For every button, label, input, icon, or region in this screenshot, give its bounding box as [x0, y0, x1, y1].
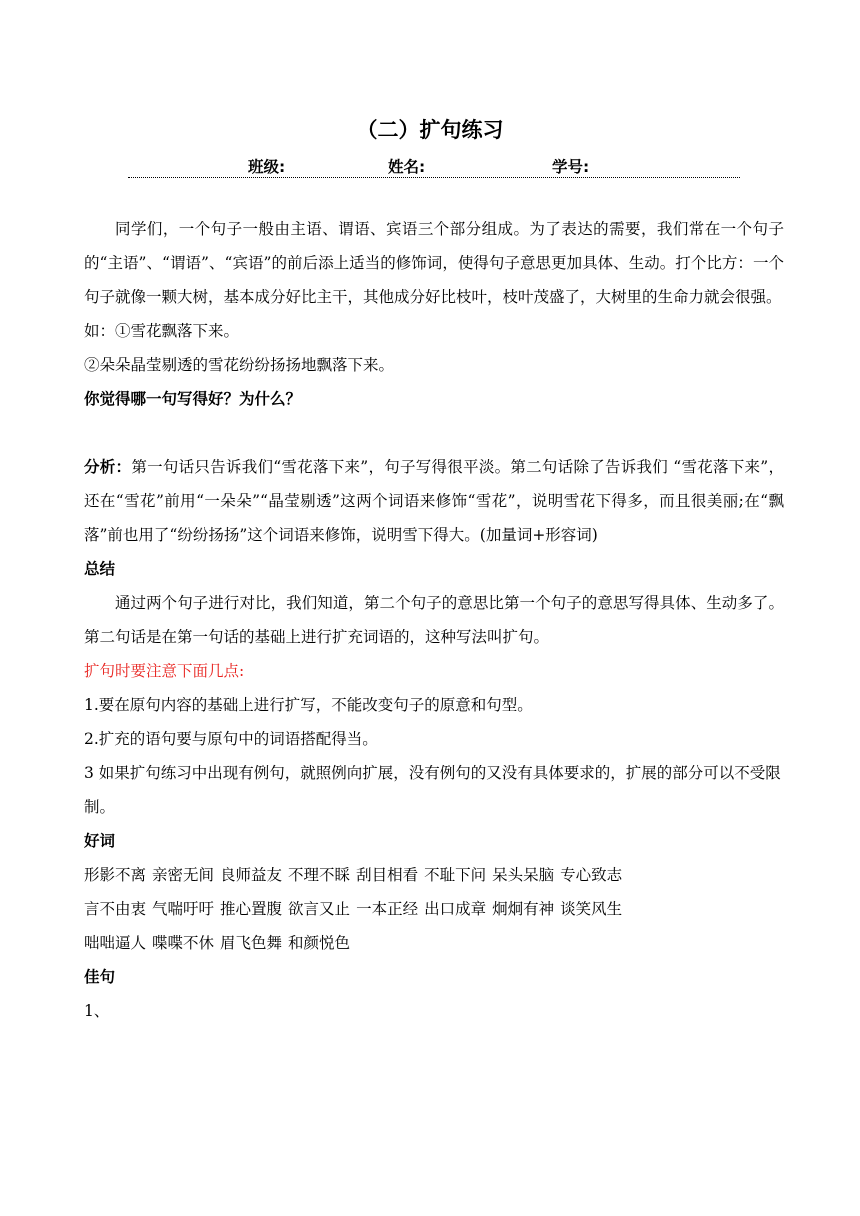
question-text: 你觉得哪一句写得好？为什么？	[84, 390, 302, 408]
example-sentence-2: ②朵朵晶莹剔透的雪花纷纷扬扬地飘落下来。	[84, 356, 395, 374]
good-sentences-heading: 佳句	[84, 968, 116, 986]
idiom: 炯炯有神	[492, 900, 555, 918]
idiom: 气喘吁吁	[152, 900, 215, 918]
idiom: 良师益友	[220, 866, 283, 884]
page-title: （二）扩句练习	[356, 118, 504, 142]
idiom: 和颜悦色	[288, 934, 351, 952]
note-item: 3 如果扩句练习中出现有例句，就照例向扩展，没有例句的又没有具体要求的，扩展的部分可以不受限制。	[84, 764, 781, 816]
idiom: 不耻下问	[424, 866, 487, 884]
idiom: 推心置腹	[220, 900, 283, 918]
good-words-line	[84, 926, 784, 960]
idiom: 咄咄逼人	[84, 934, 147, 952]
idiom: 言不由衷	[84, 900, 147, 918]
good-words-line	[84, 892, 784, 926]
name-label: 姓名:	[388, 158, 426, 176]
idiom: 刮目相看	[356, 866, 419, 884]
idiom: 出口成章	[424, 900, 487, 918]
note-item: 2.扩充的语句要与原句中的词语搭配得当。	[84, 730, 378, 748]
good-words-heading: 好词	[84, 832, 116, 850]
analysis-text: 第一句话只告诉我们“雪花落下来”，句子写得很平淡。第二句话除了告诉我们 “雪花落下来”，还在“雪花”前用“一朵朵”“晶莹剔透”这两个词语来修饰“雪花”，说明雪花下得多，而且很美丽;在“飘落”前也用了“纷纷扬扬”这个词语来修饰，说明雪下得大。(加量词+形容词)	[84, 458, 784, 544]
class-label: 班级:	[248, 158, 286, 176]
analysis-label: 分析：	[84, 458, 132, 476]
idiom: 喋喋不休	[152, 934, 215, 952]
idiom: 眉飞色舞	[220, 934, 283, 952]
idiom: 专心致志	[560, 866, 623, 884]
student-id-label: 学号:	[552, 158, 590, 176]
idiom: 谈笑风生	[560, 900, 623, 918]
intro-paragraph: 同学们，一个句子一般由主语、谓语、宾语三个部分组成。为了表达的需要，我们常在一个句子的“主语”、“谓语”、“宾语”的前后添上适当的修饰词，使得句子意思更加具体、生动。打个比方：一个句子就像一颗大树，基本成分好比主干，其他成分好比枝叶，枝叶茂盛了，大树里的生命力就会很强。	[84, 220, 784, 306]
idiom: 呆头呆脑	[492, 866, 555, 884]
idiom: 亲密无间	[152, 866, 215, 884]
idiom: 欲言又止	[288, 900, 351, 918]
analysis-paragraph	[84, 450, 784, 552]
summary-paragraph: 通过两个句子进行对比，我们知道，第二个句子的意思比第一个句子的意思写得具体、生动多了。第二句话是在第一句话的基础上进行扩充词语的，这种写法叫扩句。	[84, 594, 784, 646]
idiom: 形影不离	[84, 866, 147, 884]
good-words-line	[84, 858, 784, 892]
idiom: 一本正经	[356, 900, 419, 918]
note-item: 1.要在原句内容的基础上进行扩写，不能改变句子的原意和句型。	[84, 696, 533, 714]
example-sentence-1: 如：①雪花飘落下来。	[84, 322, 240, 340]
summary-heading: 总结	[84, 560, 116, 578]
student-info-row	[128, 155, 740, 178]
blank-space	[84, 416, 784, 450]
document-body	[84, 212, 784, 1028]
first-item: 1、	[84, 1002, 110, 1020]
notes-heading: 扩句时要注意下面几点:	[84, 662, 245, 680]
idiom: 不理不睬	[288, 866, 351, 884]
